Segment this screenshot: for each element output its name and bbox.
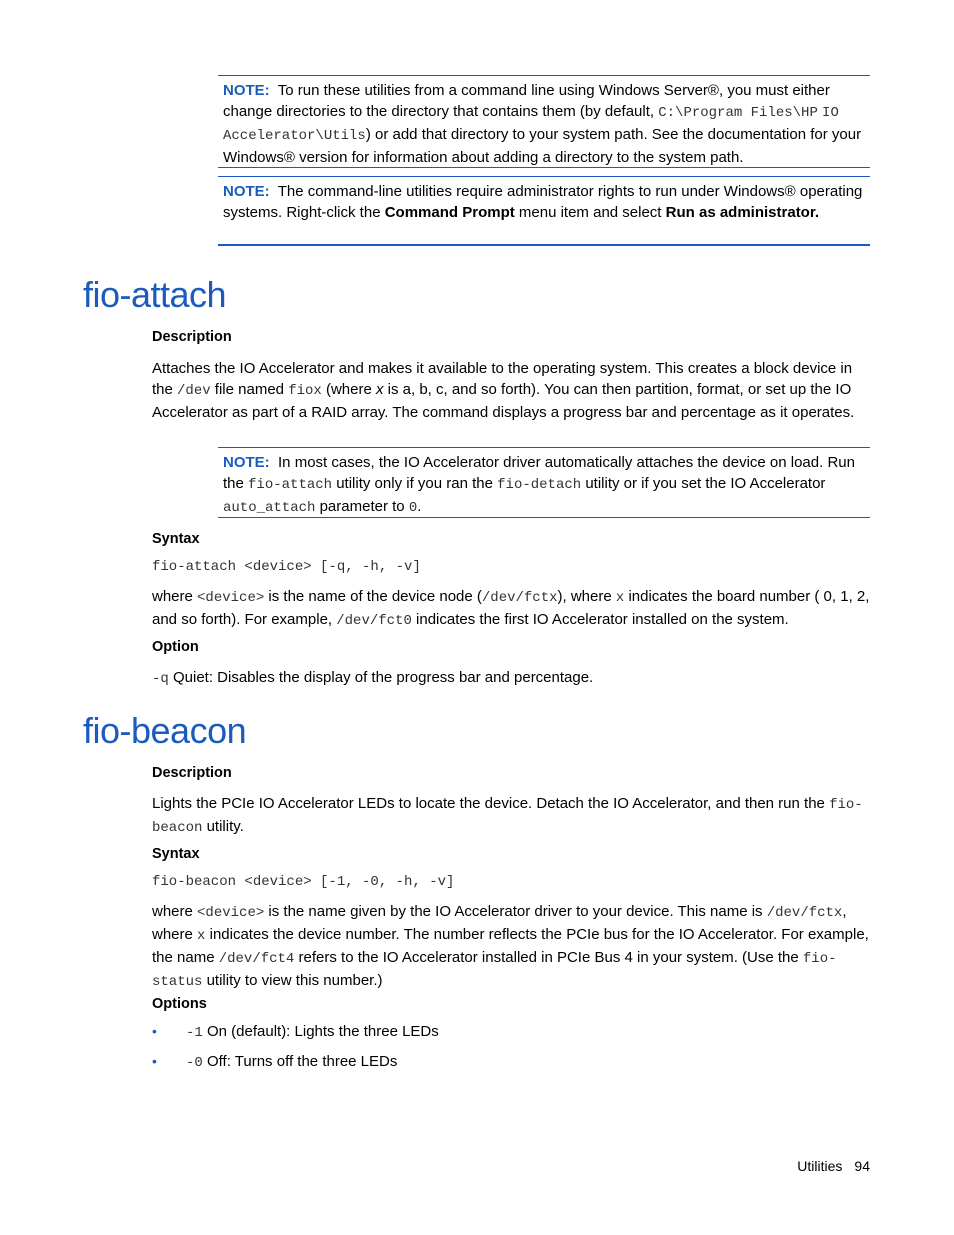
code-fio-status: fio-status	[152, 951, 837, 990]
note-text: ) or add that directory to your system path. See the documentation for your Windows® version for information about adding a directory to the system path.	[223, 126, 862, 166]
command-prompt-bold: Command Prompt	[384, 204, 515, 221]
beacon-syntax: fio-beacon <device> [-1, -0, -h, -v]	[152, 874, 455, 890]
code-x: x	[615, 590, 625, 606]
code-dev-fctx: /dev/fctx	[766, 905, 843, 921]
desc-text: is a, b, c, and so forth). You can then partition, format, or set up the IO Accelerator as part of a RAID array. The command displays a progress bar and percentage as it operates.	[152, 381, 855, 421]
list-item	[152, 1053, 397, 1071]
note-label: NOTE:	[223, 183, 270, 200]
where-text: refers to the IO Accelerator installed in PCIe Bus 4 in your system. (Use the	[294, 949, 803, 966]
beacon-device-explanation	[152, 901, 870, 993]
flag-0: -0	[186, 1055, 203, 1071]
where-text: where	[152, 903, 198, 920]
note-label: NOTE:	[223, 82, 270, 99]
where-text: where	[152, 588, 198, 605]
note-text: In most cases, the IO Accelerator driver automatically attaches the device on load. Run the	[223, 454, 855, 492]
path-part-2: IO Accelerator\Utils	[223, 105, 839, 144]
description-heading: Description	[152, 329, 232, 345]
code-device: <device>	[197, 905, 265, 921]
note-windows-path	[218, 75, 870, 168]
code-fio-attach: fio-attach	[248, 477, 333, 493]
where-text: utility to view this number.)	[202, 972, 383, 989]
footer-section: Utilities	[797, 1158, 843, 1174]
desc-text: Lights the PCIe IO Accelerator LEDs to locate the device. Detach the IO Accelerator, and then run the	[152, 795, 830, 812]
note-auto-attach	[218, 447, 870, 518]
code-dev: /dev	[177, 383, 211, 399]
description-heading: Description	[152, 765, 232, 781]
code-auto-attach: auto_attach	[223, 500, 316, 516]
options-heading: Options	[152, 996, 207, 1012]
bullet-icon: •	[152, 1053, 157, 1069]
code-zero: 0	[408, 500, 418, 516]
code-dev-fct0: /dev/fct0	[336, 613, 412, 629]
desc-text: file named	[210, 381, 289, 398]
note-label: NOTE:	[223, 454, 270, 471]
bullet-icon: •	[152, 1023, 157, 1039]
note-text: parameter to	[315, 498, 409, 515]
attach-syntax: fio-attach <device> [-q, -h, -v]	[152, 559, 421, 575]
note-text: To run these utilities from a command line using Windows Server®, you must either change directories to the directory that contains them (by default,	[223, 82, 830, 120]
code-fio-beacon: fio-beacon	[152, 797, 863, 836]
attach-device-explanation	[152, 586, 870, 632]
where-text: is the name given by the IO Accelerator driver to your device. This name is	[264, 903, 767, 920]
note-text: .	[417, 498, 422, 515]
desc-text: (where	[321, 381, 376, 398]
path-part-1: C:\Program Files\HP	[658, 105, 818, 121]
code-fiox: fiox	[288, 383, 322, 399]
note-text: utility or if you set the IO Accelerator	[581, 475, 826, 492]
option-heading: Option	[152, 639, 199, 655]
code-dev-fctx: /dev/fctx	[481, 590, 558, 606]
run-as-admin-bold: Run as administrator.	[665, 204, 820, 221]
where-text: indicates the board number ( 0, 1, 2, and so forth). For example,	[152, 588, 870, 628]
option-text: Quiet: Disables the display of the progress bar and percentage.	[168, 669, 594, 686]
desc-text: utility.	[202, 818, 244, 835]
where-text: is the name of the device node (	[264, 588, 482, 605]
where-text: indicates the device number. The number reflects the PCIe bus for the IO Accelerator. For example, the name	[152, 926, 869, 966]
code-fio-detach: fio-detach	[497, 477, 582, 493]
attach-description	[152, 358, 870, 423]
page-number: 94	[854, 1158, 870, 1174]
flag-1: -1	[186, 1025, 203, 1041]
note-text: utility only if you ran the	[332, 475, 498, 492]
code-x: x	[197, 928, 206, 944]
note-admin-rights	[218, 176, 870, 246]
desc-text: Attaches the IO Accelerator and makes it available to the operating system. This creates a block device in the	[152, 360, 853, 398]
beacon-description	[152, 793, 870, 839]
note-text: The command-line utilities require administrator rights to run under Windows® operating systems. Right-click the	[223, 183, 863, 221]
page-footer	[785, 1158, 870, 1174]
option-text: On (default): Lights the three LEDs	[202, 1023, 439, 1040]
section-title-fio-attach: fio-attach	[83, 274, 227, 315]
syntax-heading: Syntax	[152, 846, 200, 862]
section-title-fio-beacon: fio-beacon	[83, 710, 247, 751]
where-text: , where	[152, 903, 847, 943]
where-text: indicates the first IO Accelerator installed on the system.	[411, 611, 789, 628]
syntax-heading: Syntax	[152, 531, 200, 547]
note-text: menu item and select	[514, 204, 666, 221]
code-dev-fct4: /dev/fct4	[218, 951, 295, 967]
flag-q: -q	[152, 671, 169, 687]
code-device: <device>	[197, 590, 265, 606]
italic-x: x	[375, 381, 384, 398]
option-text: Off: Turns off the three LEDs	[202, 1053, 398, 1070]
where-text: ), where	[557, 588, 616, 605]
attach-option-q	[152, 667, 870, 690]
list-item	[152, 1023, 439, 1041]
